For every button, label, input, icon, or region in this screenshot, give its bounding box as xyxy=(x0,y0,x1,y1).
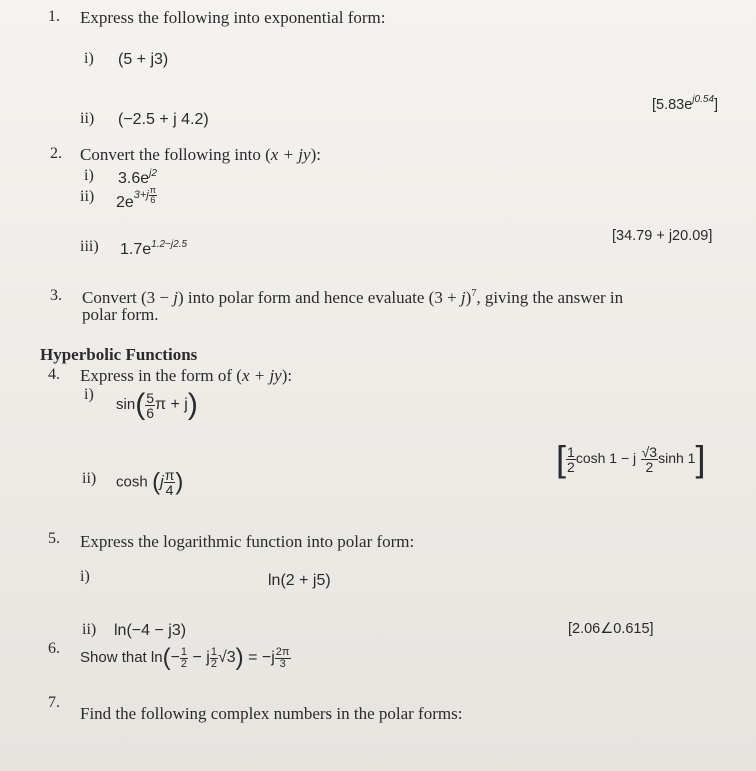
q5-item-ii-expr: ln(−4 − j3) xyxy=(114,622,187,639)
q6-expr: Show that ln(− $\frac{1}{2}$ − j $\frac{1}{2}$ √3) = −j $\frac{2\pi}{3}$ xyxy=(80,644,290,671)
q4-item-i-expr: sin( $\frac{5}{6}$ π + j) xyxy=(116,388,198,421)
q2-item-ii-label: ii) xyxy=(80,188,95,205)
q1-item-i-expr: (5 + j3) xyxy=(118,51,169,68)
q1-text: Express the following into exponential form: xyxy=(80,8,386,27)
q4-text: Express in the form of (x + jy): xyxy=(80,366,293,385)
q5-number: 5. xyxy=(48,530,60,547)
q7-text: Find the following complex numbers in the polar forms: xyxy=(80,704,463,723)
q4-answer: [ $\frac{1}{2}$ cosh 1 − j $\frac{√3}{2}$ sinh 1] xyxy=(556,438,706,479)
q2-item-i-expr: $3.6e^{j2}$ xyxy=(118,168,157,187)
q2-item-i-label: i) xyxy=(84,167,94,184)
q2-text: Convert the following into (x + jy): xyxy=(80,145,321,164)
q3-line1: Convert (3 − j) into polar form and hence evaluate $(3 + j)^7$, giving the answer in xyxy=(82,288,624,307)
q3-line2: polar form. xyxy=(82,305,159,324)
q4-item-ii-expr: cosh (j $\frac{\pi}{4}$ ) xyxy=(116,467,184,498)
q2-number: 2. xyxy=(50,145,62,162)
q2-item-ii-expr: $2e^{3+j \frac{\pi}{6}}$ xyxy=(116,184,157,211)
q1-item-i-label: i) xyxy=(84,50,94,67)
q5-answer: [2.06∠0.615] xyxy=(568,621,654,637)
q1-answer: $[5.83e^{j0.54}]$ xyxy=(652,94,719,113)
q1-number: 1. xyxy=(48,8,60,25)
q5-item-i-label: i) xyxy=(80,568,90,585)
q6-number: 6. xyxy=(48,640,60,657)
section-title-hyperbolic: Hyperbolic Functions xyxy=(40,345,198,364)
q1-item-ii-expr: (−2.5 + j 4.2) xyxy=(118,111,209,128)
q1-item-ii-label: ii) xyxy=(80,110,95,127)
q2-item-iii-expr: $1.7e^{1.2-j2.5}$ xyxy=(120,239,188,258)
q4-item-ii-label: ii) xyxy=(82,470,97,487)
q7-number: 7. xyxy=(48,694,60,711)
q2-answer: [34.79 + j20.09] xyxy=(612,228,713,244)
q4-number: 4. xyxy=(48,366,60,383)
q5-item-ii-label: ii) xyxy=(82,621,97,638)
q5-item-i-expr: ln(2 + j5) xyxy=(268,572,331,589)
q2-item-iii-label: iii) xyxy=(80,238,99,255)
q3-number: 3. xyxy=(50,287,62,304)
q4-item-i-label: i) xyxy=(84,386,94,403)
q5-text: Express the logarithmic function into polar form: xyxy=(80,532,415,551)
